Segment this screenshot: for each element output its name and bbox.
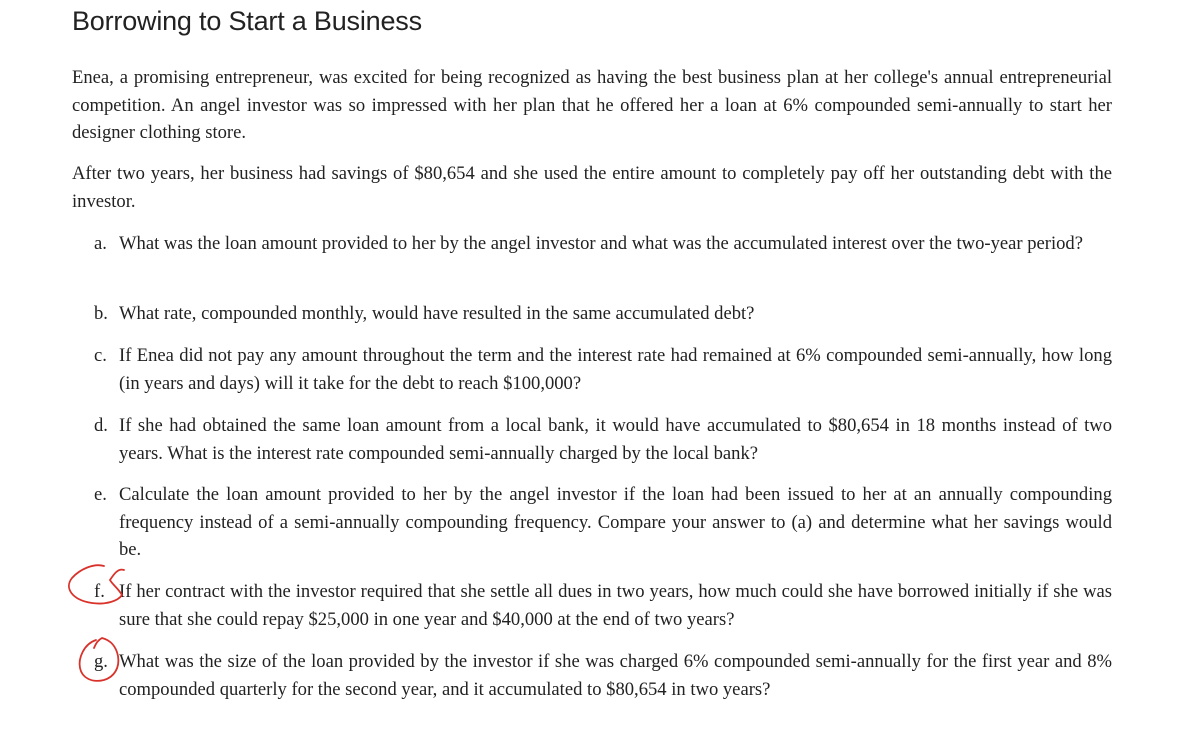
question-letter: e. xyxy=(94,484,107,505)
question-text: If her contract with the investor required that she settle all dues in two years, how much could she have borrowed initially if she was sure that she could repay $25,000 in one year and $40,000 at the end of two years? xyxy=(119,581,1112,630)
intro-paragraph-1: Enea, a promising entrepreneur, was excited for being recognized as having the best business plan at her college's annual entrepreneurial competition. An angel investor was so impressed with her plan that he offered her a loan at 6% compounded semi-annually to start her designer clothing store. xyxy=(72,67,1112,143)
question-g xyxy=(94,648,1112,703)
question-text: If Enea did not pay any amount throughout the term and the interest rate had remained at 6% compounded semi-annually, how long (in years and days) will it take for the debt to reach $100,000? xyxy=(119,345,1112,394)
question-c xyxy=(94,342,1112,397)
question-f xyxy=(94,578,1112,633)
question-d xyxy=(94,412,1112,467)
question-text: What was the size of the loan provided by the investor if she was charged 6% compounded semi-annually for the first year and 8% compounded quarterly for the second year, and it accumulated to $80,654 in two years? xyxy=(119,651,1112,700)
question-e xyxy=(94,481,1112,564)
question-text: Calculate the loan amount provided to her by the angel investor if the loan had been issued to her at an annually compounding frequency instead of a semi-annually compounding frequency. Compare your answer to (a) and determine what her savings would be. xyxy=(119,484,1112,560)
question-letter: g. xyxy=(94,651,108,672)
question-letter: c. xyxy=(94,345,107,366)
question-text: If she had obtained the same loan amount from a local bank, it would have accumulated to $80,654 in 18 months instead of two years. What is the interest rate compounded semi-annually charged by the local bank? xyxy=(119,415,1112,464)
question-letter: a. xyxy=(94,233,107,254)
intro-paragraph-2: After two years, her business had savings of $80,654 and she used the entire amount to completely pay off her outstanding debt with the investor. xyxy=(72,163,1112,212)
question-letter: f. xyxy=(94,581,105,602)
question-text: What was the loan amount provided to her by the angel investor and what was the accumulated interest over the two-year period? xyxy=(119,233,1083,254)
question-b xyxy=(94,300,1112,328)
question-letter: d. xyxy=(94,415,108,436)
question-a xyxy=(94,230,1112,258)
question-text: What rate, compounded monthly, would have resulted in the same accumulated debt? xyxy=(119,303,755,324)
question-letter: b. xyxy=(94,303,108,324)
page-title: Borrowing to Start a Business xyxy=(72,6,422,36)
